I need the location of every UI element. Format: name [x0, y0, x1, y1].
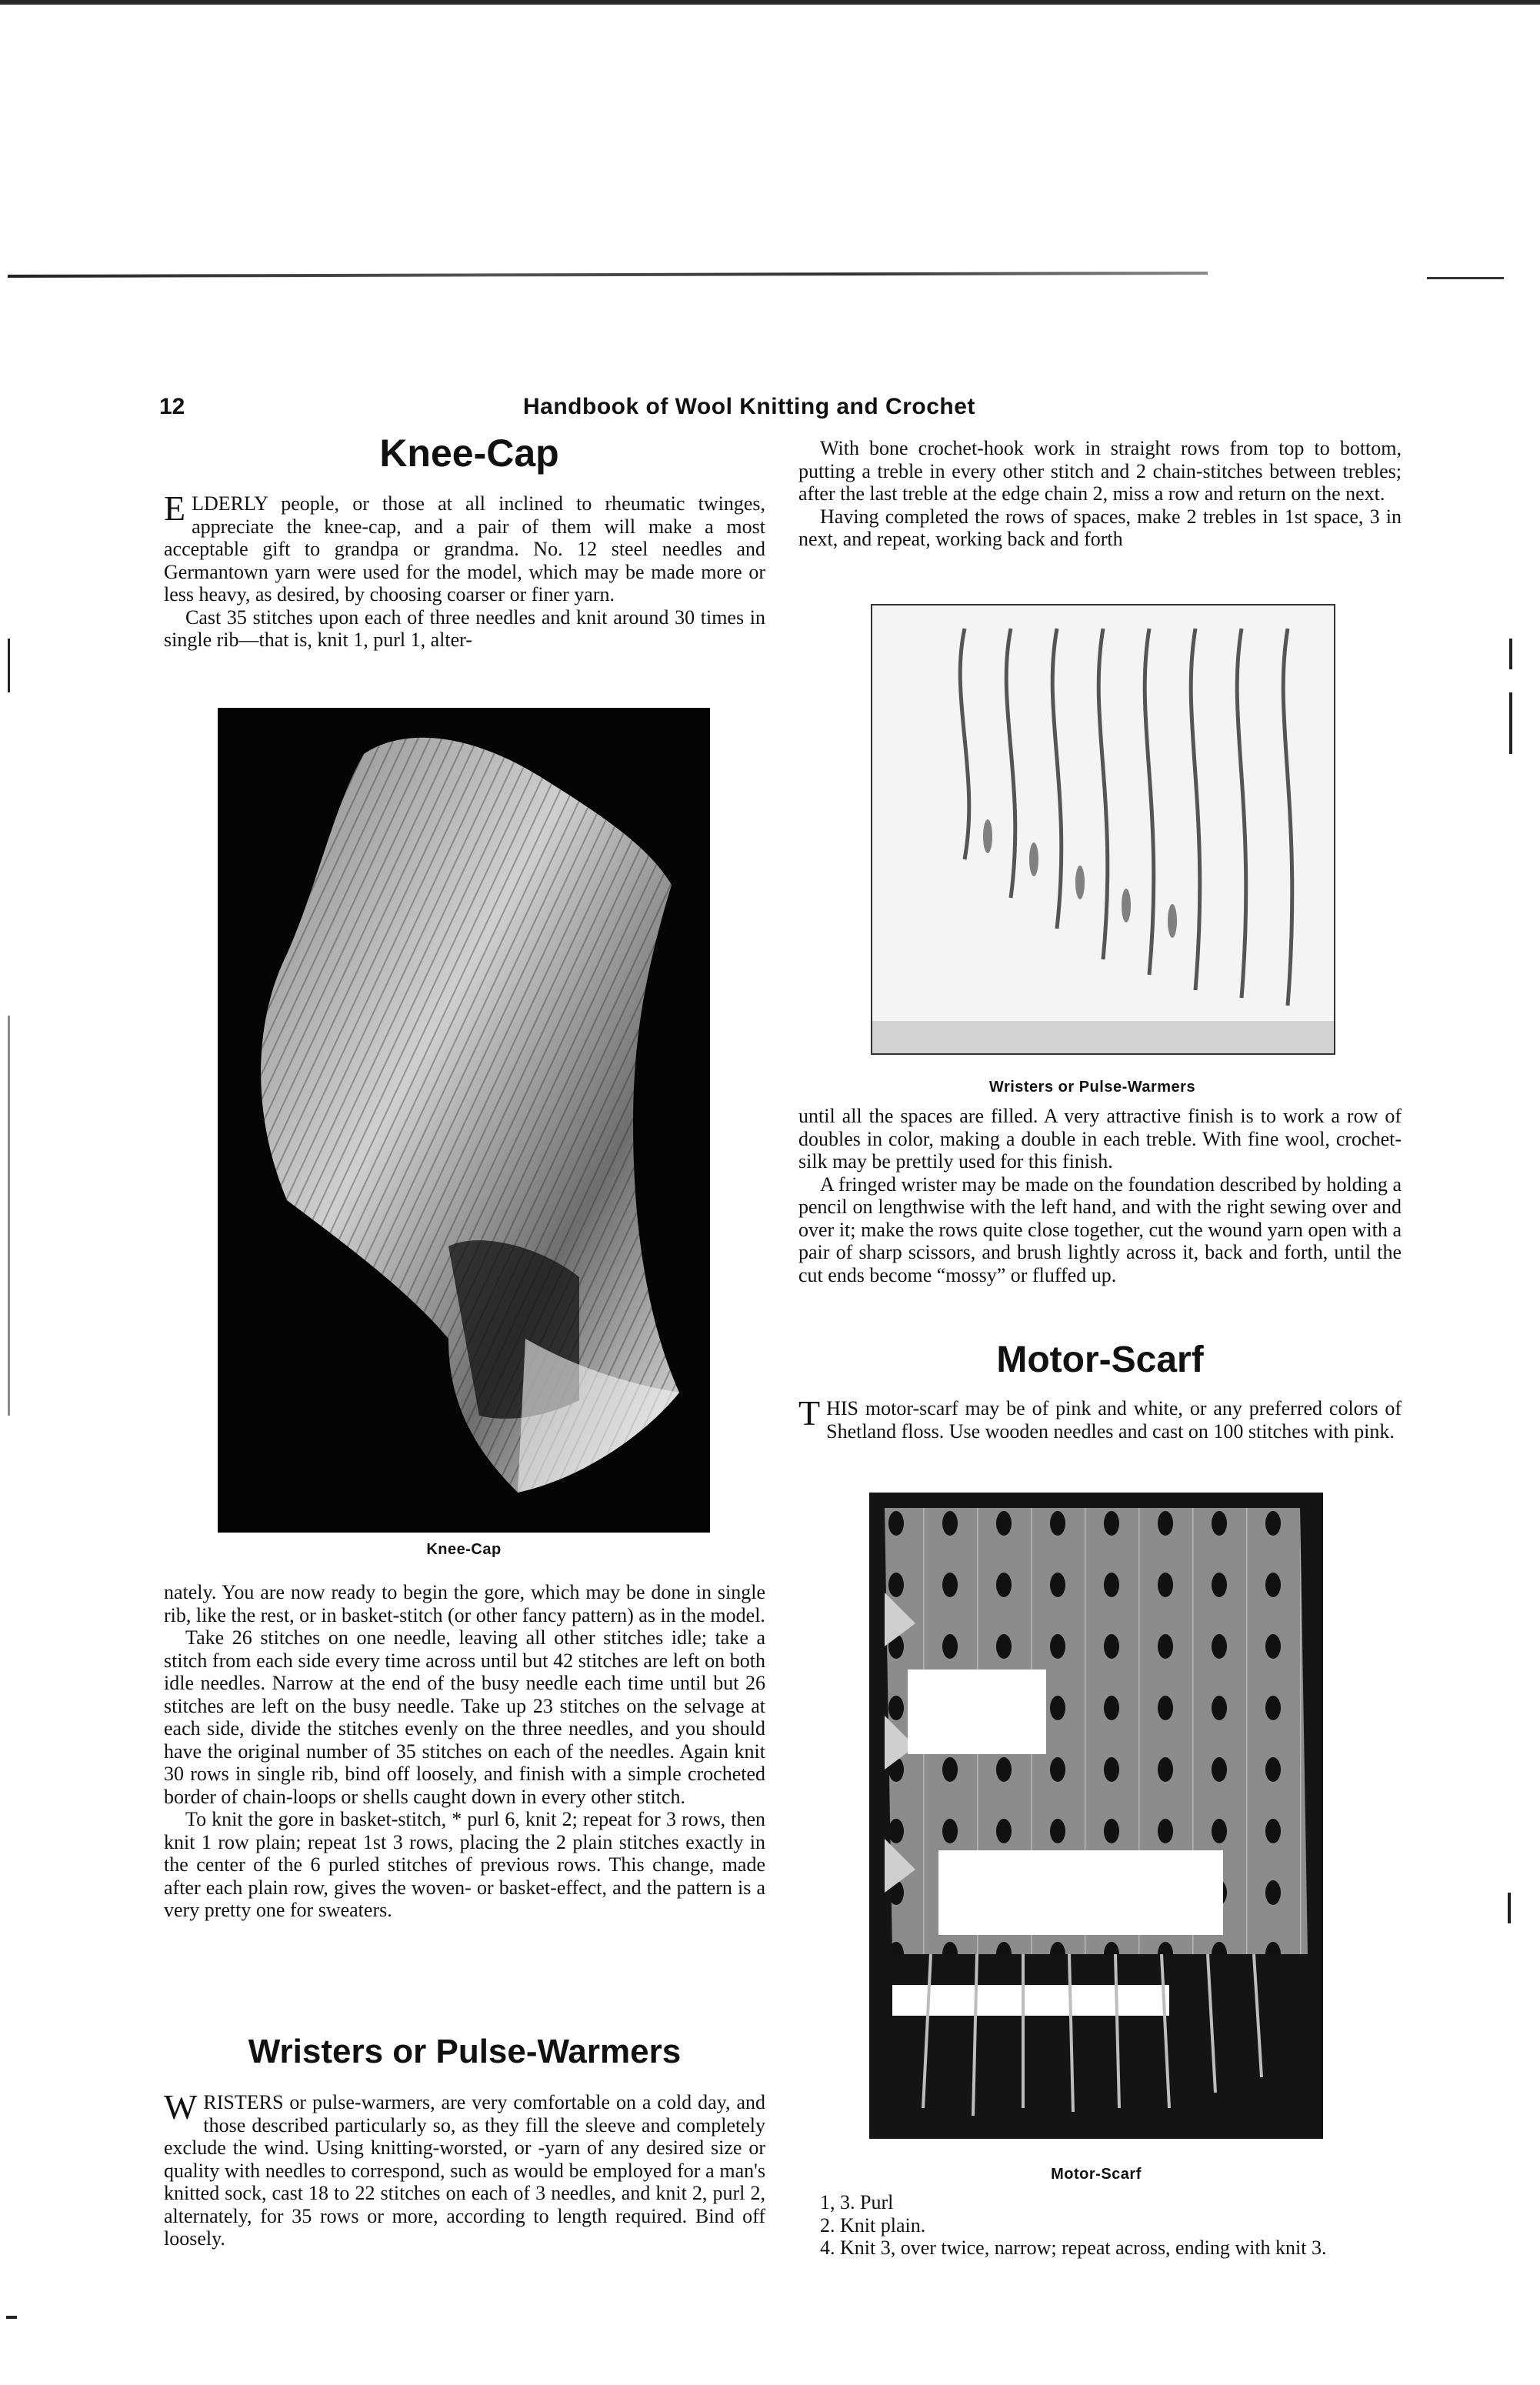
motor-scarf-heading: Motor-Scarf [996, 1339, 1204, 1380]
motor-scarf-row-1: 1, 3. Purl [820, 2191, 894, 2213]
motor-scarf-photo [869, 1493, 1323, 2139]
knee-cap-cont: nately. You are now ready to begin the gore, which may be done in single rib, like the rest, or in basket-stitch (or other fancy pattern) as in the model. [164, 1581, 765, 1626]
knee-cap-para1: LDERLY people, or those at all inclined to rheumatic twinges, appreciate the knee-cap, and a pair of them will make a most acceptable gift to grandpa or grandma. No. 12 steel needles and Germantown yarn were used for the model, which may be made more or less heavy, as desired, by choosing coarser or finer yarn. [164, 492, 765, 605]
knee-cap-photo [218, 708, 710, 1533]
motor-scarf-caption: Motor-Scarf [1051, 2166, 1142, 2183]
knee-cap-continued [164, 1581, 765, 1922]
wristers-heading: Wristers or Pulse-Warmers [248, 2033, 682, 2070]
left-edge-mark [8, 639, 10, 692]
knee-cap-dropcap: E [164, 489, 186, 528]
wristers-para3: A fringed wrister may be made on the foundation described by holding a pencil on lengthwise with the left hand, and with the right sewing over and over it; make the rows quite close together, cut the wound yarn open with a pair of sharp scissors, and brush lightly across it, back and forth, until the cut ends become “mossy” or fluffed up. [798, 1172, 1402, 1286]
wristers-right-para1: With bone crochet-hook work in straight rows from top to bottom, putting a treble in every other stitch and 2 chain-stitches between trebles; after the last treble at the edge chain 2, miss a row and return on the next. [798, 437, 1402, 505]
top-rule-line [8, 272, 1208, 278]
motor-scarf-illustration [869, 1493, 1323, 2139]
motor-scarf-dropcap: T [798, 1393, 821, 1433]
wristers-photo [871, 604, 1335, 1055]
right-edge-mark [1508, 1893, 1511, 1923]
wristers-caption: Wristers or Pulse-Warmers [988, 1079, 1196, 1096]
wristers-illustration [872, 605, 1334, 1053]
left-edge-mark [8, 1016, 10, 1416]
motor-scarf-row-2: 2. Knit plain. [820, 2213, 926, 2237]
knee-cap-caption: Knee-Cap [426, 1541, 502, 1558]
top-rule-line-right [1427, 277, 1504, 279]
wristers-instructions [798, 437, 1402, 551]
left-edge-mark [6, 2316, 17, 2319]
page-number: 12 [159, 394, 185, 419]
motor-scarf-intro [798, 1393, 1402, 1443]
right-edge-mark [1509, 639, 1512, 669]
knee-cap-heading: Knee-Cap [379, 432, 559, 475]
motor-scarf-row-3: 4. Knit 3, over twice, narrow; repeat across, ending with knit 3. [820, 2237, 1327, 2259]
wristers-intro [164, 2087, 765, 2250]
right-edge-mark [1509, 692, 1512, 754]
wristers-right-para2: Having completed the rows of spaces, make 2 trebles in 1st space, 3 in next, and repeat, working back and forth [798, 505, 1402, 550]
knee-cap-para3: Take 26 stitches on one needle, leaving all other stitches idle; take a stitch from each side every time across until but 42 stitches are left on both idle needles. Narrow at the end of the busy needle each time until but 26 stitches are left on the busy needle. Take up 23 stitches on the selvage at each side, divide the stitches evenly on the three needles, and you should have the original number of 35 stitches on each of the needles. Again knit 30 rows in single rib, bind off loosely, and finish with a simple crocheted border of chain-loops or shells caught down in every other stitch. [164, 1626, 765, 1808]
knee-cap-para2: Cast 35 stitches upon each of three needles and knit around 30 times in single rib—that is, knit 1, purl 1, alter- [164, 605, 765, 651]
motor-scarf-para1: HIS motor-scarf may be of pink and white, or any preferred colors of Shetland floss. Use wooden needles and cast on 100 stitches with pink. [826, 1397, 1402, 1443]
wristers-dropcap: W [164, 2087, 198, 2126]
knee-cap-intro [164, 489, 765, 652]
wristers-continued [798, 1105, 1402, 1286]
page-edge-line [0, 0, 1540, 5]
motor-scarf-rows [798, 2191, 1402, 2260]
wristers-para1: RISTERS or pulse-warmers, are very comfortable on a cold day, and those described particularly so, as they fill the sleeve and completely exclude the wind. Using knitting-worsted, or -yarn of any desired size or quality with needles to correspond, such as would be employed for a man's knitted sock, cast 18 to 22 stitches on each of 3 needles, and knit 2, purl 2, alternately, for 35 rows or more, according to length required. Bind off loosely. [164, 2091, 765, 2250]
knee-cap-illustration [218, 708, 710, 1533]
knee-cap-para4: To knit the gore in basket-stitch, * purl 6, knit 2; repeat for 3 rows, then knit 1 row plain; repeat 1st 3 rows, placing the 2 plain stitches exactly in the center of the 6 purled stitches of previous rows. This change, made after each plain row, gives the woven- or basket-effect, and the pattern is a very pretty one for sweaters. [164, 1808, 765, 1921]
running-title: Handbook of Wool Knitting and Crochet [523, 394, 975, 419]
wristers-cont: until all the spaces are filled. A very attractive finish is to work a row of doubles in color, making a double in each treble. With fine wool, crochet-silk may be prettily used for this finish. [798, 1105, 1402, 1172]
